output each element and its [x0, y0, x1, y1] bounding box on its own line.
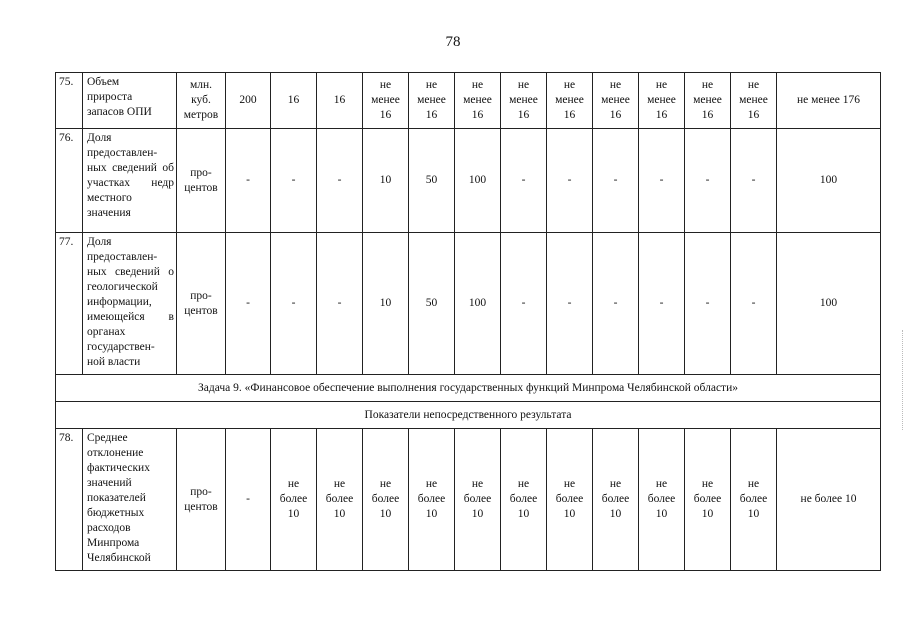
value-cell: - [501, 233, 547, 375]
value-cell: - [226, 129, 271, 233]
value-cell: 16 [271, 73, 317, 129]
value-cell: 100 [455, 129, 501, 233]
value-cell: не более 10 [731, 429, 777, 571]
value-cell: - [685, 233, 731, 375]
table-row [56, 233, 881, 375]
value-cell: не более 10 [363, 429, 409, 571]
indicators-table [55, 72, 881, 571]
value-cell: - [226, 233, 271, 375]
value-cell: - [593, 129, 639, 233]
value-cell: - [685, 129, 731, 233]
total-cell: не более 10 [777, 429, 881, 571]
indicators-heading: Показатели непосредственного результата [56, 402, 881, 429]
value-cell: - [639, 233, 685, 375]
task-heading: Задача 9. «Финансовое обеспечение выполнения государственных функций Минпрома Челябинской области» [56, 375, 881, 402]
value-cell: - [731, 233, 777, 375]
value-cell: не более 10 [685, 429, 731, 571]
indicator-name: Объем прироста запасов ОПИ [83, 73, 177, 129]
value-cell: - [731, 129, 777, 233]
indicator-name: Доля предоставлен- ных сведений об участках недр местного значения [83, 129, 177, 233]
value-cell: не более 10 [639, 429, 685, 571]
value-cell: - [317, 233, 363, 375]
value-cell: не менее 16 [363, 73, 409, 129]
row-number: 78. [56, 429, 83, 571]
value-cell: не менее 16 [547, 73, 593, 129]
value-cell: 16 [317, 73, 363, 129]
value-cell: - [547, 129, 593, 233]
total-cell: 100 [777, 233, 881, 375]
table-row [56, 429, 881, 571]
indicator-name: Доля предоставлен- ных сведений о геологической информации, имеющейся в органах государствен- ной власти [83, 233, 177, 375]
total-cell: 100 [777, 129, 881, 233]
value-cell: - [226, 429, 271, 571]
row-number: 75. [56, 73, 83, 129]
value-cell: не более 10 [271, 429, 317, 571]
value-cell: не более 10 [409, 429, 455, 571]
unit-cell: про- центов [177, 233, 226, 375]
value-cell: не менее 16 [593, 73, 639, 129]
value-cell: не более 10 [547, 429, 593, 571]
unit-cell: про- центов [177, 129, 226, 233]
value-cell: 50 [409, 233, 455, 375]
unit-cell: про- центов [177, 429, 226, 571]
unit-cell: млн. куб. метров [177, 73, 226, 129]
value-cell: 200 [226, 73, 271, 129]
value-cell: 100 [455, 233, 501, 375]
value-cell: не менее 16 [409, 73, 455, 129]
section-row [56, 375, 881, 402]
value-cell: не более 10 [455, 429, 501, 571]
value-cell: не более 10 [593, 429, 639, 571]
value-cell: не менее 16 [731, 73, 777, 129]
indicator-name: Среднее отклонение фактических значений показателей бюджетных расходов Минпрома Челябинской [83, 429, 177, 571]
row-number: 77. [56, 233, 83, 375]
scan-margin-marks [902, 330, 905, 430]
value-cell: - [593, 233, 639, 375]
value-cell: - [547, 233, 593, 375]
value-cell: - [317, 129, 363, 233]
value-cell: 50 [409, 129, 455, 233]
value-cell: 10 [363, 129, 409, 233]
value-cell: не менее 16 [501, 73, 547, 129]
value-cell: - [271, 233, 317, 375]
section-row [56, 402, 881, 429]
value-cell: не менее 16 [455, 73, 501, 129]
row-number: 76. [56, 129, 83, 233]
value-cell: не менее 16 [685, 73, 731, 129]
value-cell: - [501, 129, 547, 233]
value-cell: не более 10 [317, 429, 363, 571]
total-cell: не менее 176 [777, 73, 881, 129]
value-cell: 10 [363, 233, 409, 375]
table-row [56, 73, 881, 129]
value-cell: - [271, 129, 317, 233]
value-cell: не менее 16 [639, 73, 685, 129]
page-number: 78 [445, 34, 461, 50]
value-cell: не более 10 [501, 429, 547, 571]
table-row [56, 129, 881, 233]
value-cell: - [639, 129, 685, 233]
